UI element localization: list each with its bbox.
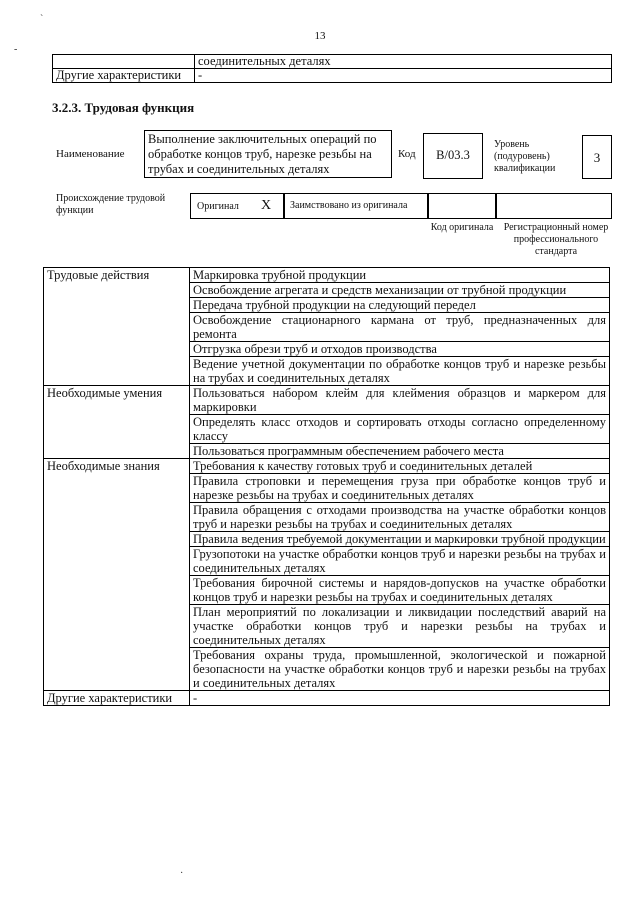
code-label: Код — [398, 148, 416, 160]
knowledge-item: Правила строповки и перемещения груза при обработке концов труб и нарезке резьбы на трубах и соединительных деталях — [190, 474, 610, 503]
labor-actions-label: Трудовые действия — [44, 268, 190, 386]
reg-number-box — [496, 193, 612, 219]
scan-mark: - — [14, 44, 18, 55]
skill-item: Пользоваться набором клейм для клеймения образцов и маркером для маркировки — [190, 386, 610, 415]
knowledge-item: Требования охраны труда, промышленной, экологической и пожарной безопасности на участке обработки концов труб и нарезки резьбы на трубах и соединительных деталях — [190, 648, 610, 691]
scan-mark: ` — [40, 14, 44, 25]
continued-text: соединительных деталях — [195, 55, 612, 69]
skill-item: Пользоваться программным обеспечением рабочего места — [190, 444, 610, 459]
function-name-box — [144, 130, 392, 178]
labor-action: Маркировка трубной продукции — [190, 268, 610, 283]
borrowed-box: Заимствовано из оригинала — [284, 193, 428, 219]
original-box: Оригинал X — [190, 193, 284, 219]
code-original-label: Код оригинала — [430, 222, 494, 233]
original-mark: X — [261, 198, 272, 213]
other-characteristics-value: - — [195, 69, 612, 83]
qualification-level-label: Уровень (подуровень) квалификации — [494, 139, 556, 174]
labor-action: Отгрузка обрези труб и отходов производства — [190, 342, 610, 357]
knowledge-item: Требования к качеству готовых труб и соединительных деталей — [190, 459, 610, 474]
knowledge-item: Правила обращения с отходами производства на участке обработки концов труб и нарезки резьбы на трубах и соединительных деталях — [190, 503, 610, 532]
labor-function-table — [43, 267, 610, 706]
code-original-box — [428, 193, 496, 219]
scan-mark: · — [180, 868, 184, 879]
knowledge-item: Требования бирочной системы и нарядов-допусков на участке обработки концов труб и нарезки резьбы на трубах и соединительных деталях — [190, 576, 610, 605]
knowledge-item: Грузопотоки на участке обработки концов труб и нарезки резьбы на трубах и соединительных деталях — [190, 547, 610, 576]
origin-label: Происхождение трудовой функции — [56, 193, 166, 216]
knowledge-label: Необходимые знания — [44, 459, 190, 691]
other-characteristics-value: - — [190, 691, 610, 706]
name-label: Наименование — [56, 148, 125, 160]
page-number: 13 — [314, 30, 326, 42]
labor-action: Освобождение агрегата и средств механизации от трубной продукции — [190, 283, 610, 298]
function-name: Выполнение заключительных операций по обработке концов труб, нарезке резьбы на трубах и соединительных деталях — [148, 132, 377, 176]
labor-action: Освобождение стационарного кармана от труб, предназначенных для ремонта — [190, 313, 610, 342]
continued-table — [52, 54, 612, 83]
knowledge-item: План мероприятий по локализации и ликвидации последствий аварий на участке обработки концов труб и нарезки резьбы на трубах и соединительных деталях — [190, 605, 610, 648]
other-characteristics-label: Другие характеристики — [44, 691, 190, 706]
labor-action: Ведение учетной документации по обработке концов труб и нарезке резьбы на трубах и соединительных деталях — [190, 357, 610, 386]
skills-label: Необходимые умения — [44, 386, 190, 459]
labor-action: Передача трубной продукции на следующий передел — [190, 298, 610, 313]
skill-item: Определять класс отходов и сортировать отходы согласно определенному классу — [190, 415, 610, 444]
code-value: B/03.3 — [423, 133, 483, 179]
qualification-level-value: 3 — [582, 135, 612, 179]
knowledge-item: Правила ведения требуемой документации и маркировки трубной продукции — [190, 532, 610, 547]
section-title: 3.2.3. Трудовая функция — [52, 100, 195, 115]
reg-number-label: Регистрационный номер профессионального стандарта — [503, 222, 609, 257]
other-characteristics-label: Другие характеристики — [53, 69, 195, 83]
